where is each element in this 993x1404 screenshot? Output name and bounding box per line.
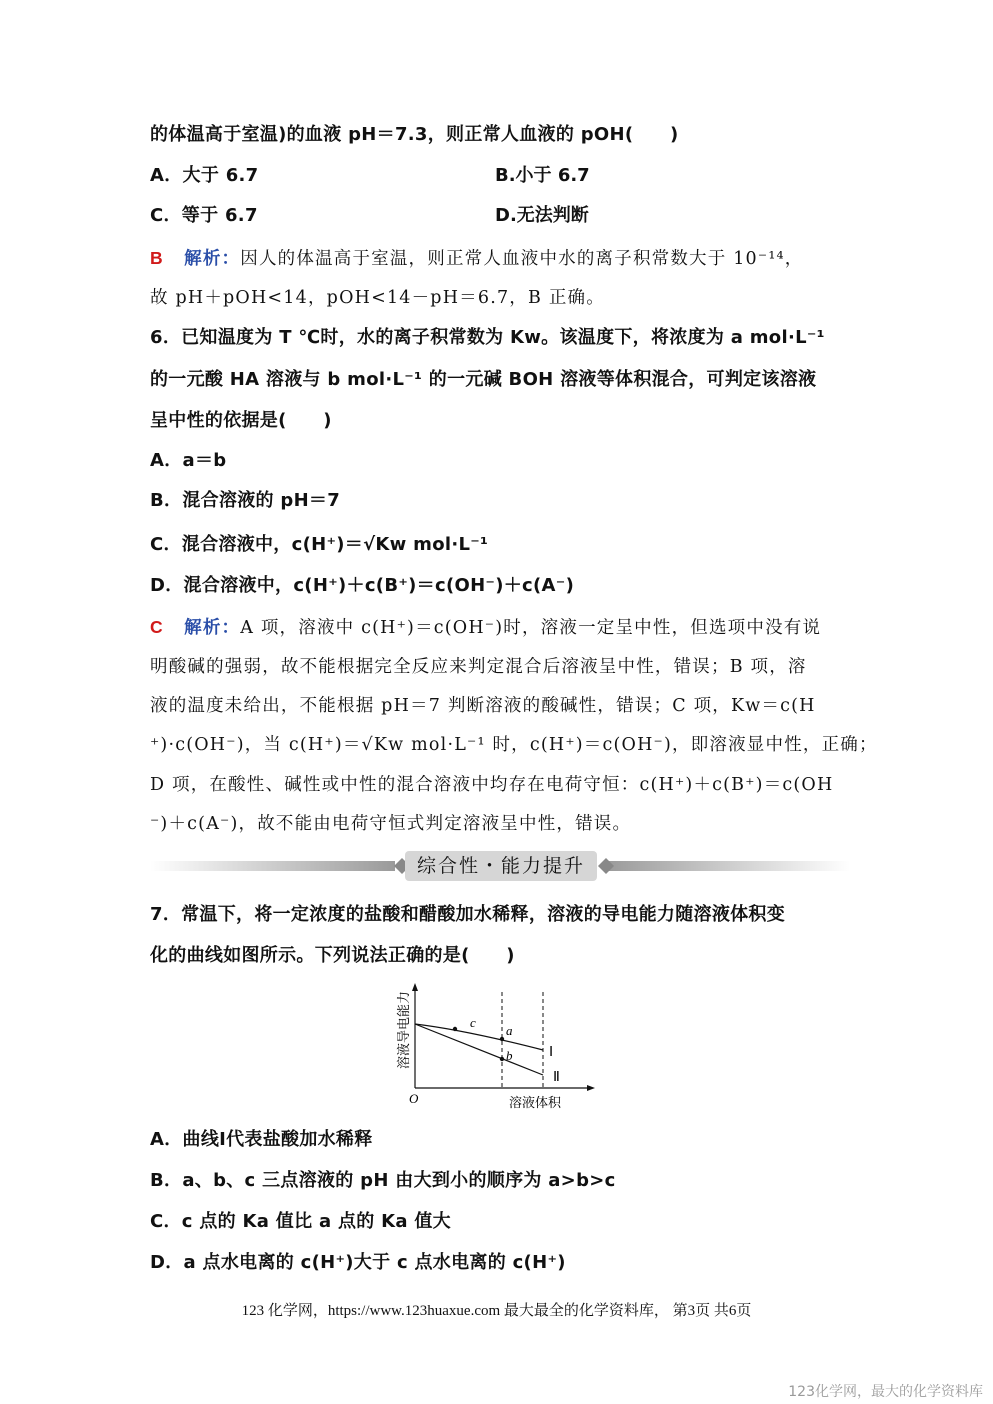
curve-1 bbox=[415, 1024, 543, 1050]
point-label-a: a bbox=[506, 1023, 513, 1038]
curve-2 bbox=[415, 1024, 543, 1075]
q5-option-c: C．等于 6.7 bbox=[150, 205, 258, 226]
q6-analysis-line2: 明酸碱的强弱，故不能根据完全反应来判定混合后溶液呈中性，错误；B 项，溶 bbox=[150, 657, 807, 677]
q6-analysis-line5: D 项，在酸性、碱性或中性的混合溶液中均存在电荷守恒：c(H⁺)＋c(B⁺)＝c(OH bbox=[150, 775, 834, 795]
q6-analysis-label: 解析： bbox=[184, 618, 241, 638]
q6-stem-line3: 呈中性的依据是( ) bbox=[150, 410, 332, 431]
q6-analysis-text1: A 项，溶液中 c(H⁺)＝c(OH⁻)时，溶液一定呈中性，但选项中没有说 bbox=[240, 618, 822, 638]
q5-option-b: B.小于 6.7 bbox=[495, 165, 590, 186]
page-footer: 123 化学网，https://www.123huaxue.com 最大最全的化学资料库， 第3页 共6页 bbox=[241, 1303, 752, 1319]
q6-stem-line1: 6．已知温度为 T ℃时，水的离子积常数为 Kw。该温度下，将浓度为 a mol·L⁻¹ bbox=[150, 327, 825, 348]
conductivity-graph bbox=[395, 980, 605, 1115]
y-axis-arrow bbox=[412, 983, 418, 991]
origin-label: O bbox=[409, 1091, 419, 1106]
q5-option-a: A．大于 6.7 bbox=[150, 165, 259, 186]
q7-stem-line2: 化的曲线如图所示。下列说法正确的是( ) bbox=[150, 945, 515, 966]
q7-option-b: B．a、b、c 三点溶液的 pH 由大到小的顺序为 a>b>c bbox=[150, 1170, 616, 1191]
x-axis-arrow bbox=[587, 1085, 595, 1091]
q5-answer: B bbox=[150, 248, 164, 268]
point-label-c: c bbox=[470, 1015, 476, 1030]
q6-option-d: D．混合溶液中，c(H⁺)＋c(B⁺)＝c(OH⁻)＋c(A⁻) bbox=[150, 575, 575, 596]
q5-analysis-line2: 故 pH＋pOH<14，pOH<14－pH＝6.7，B 正确。 bbox=[150, 288, 605, 308]
q6-analysis-line3: 液的温度未给出，不能根据 pH＝7 判断溶液的酸碱性，错误；C 项，Kw＝c(H bbox=[150, 696, 816, 716]
q5-analysis-text1: 因人的体温高于室温，则正常人血液中水的离子积常数大于 10⁻¹⁴， bbox=[240, 249, 804, 269]
q5-option-d: D.无法判断 bbox=[495, 205, 589, 226]
q6-analysis-line4: ⁺)·c(OH⁻)，当 c(H⁺)＝√Kw mol·L⁻¹ 时，c(H⁺)＝c(OH⁻)，即溶液显中性，正确； bbox=[150, 735, 878, 755]
q5-analysis-line1 bbox=[150, 245, 803, 270]
q7-option-a: A．曲线Ⅰ代表盐酸加水稀释 bbox=[150, 1129, 373, 1150]
q6-analysis-line1 bbox=[150, 614, 821, 639]
curve-label-2: Ⅱ bbox=[553, 1070, 560, 1085]
q6-stem-line2: 的一元酸 HA 溶液与 b mol·L⁻¹ 的一元碱 BOH 溶液等体积混合，可判定该溶液 bbox=[150, 369, 817, 390]
q5-stem-tail: 的体温高于室温)的血液 pH＝7.3，则正常人血液的 pOH( ) bbox=[150, 124, 679, 145]
point-a bbox=[500, 1037, 504, 1041]
point-b bbox=[500, 1057, 504, 1061]
y-axis-label: 溶液导电能力 bbox=[396, 990, 411, 1070]
q6-answer: C bbox=[150, 617, 164, 637]
q7-option-d: D．a 点水电离的 c(H⁺)大于 c 点水电离的 c(H⁺) bbox=[150, 1252, 566, 1273]
section-banner-title: 综合性・能力提升 bbox=[405, 851, 597, 881]
q7-stem-line1: 7．常温下，将一定浓度的盐酸和醋酸加水稀释，溶液的导电能力随溶液体积变 bbox=[150, 904, 786, 925]
watermark: 123化学网，最大的化学资料库 bbox=[788, 1384, 983, 1400]
q5-analysis-label: 解析： bbox=[184, 249, 241, 269]
point-label-b: b bbox=[506, 1048, 513, 1063]
q6-option-b: B．混合溶液的 pH＝7 bbox=[150, 490, 341, 511]
curve-label-1: Ⅰ bbox=[549, 1045, 554, 1060]
q6-analysis-line6: ⁻)＋c(A⁻)，故不能由电荷守恒式判定溶液呈中性，错误。 bbox=[150, 814, 632, 834]
q7-option-c: C．c 点的 Ka 值比 a 点的 Ka 值大 bbox=[150, 1211, 451, 1232]
q6-option-a: A．a＝b bbox=[150, 450, 227, 471]
q6-option-c: C．混合溶液中，c(H⁺)＝√Kw mol·L⁻¹ bbox=[150, 534, 489, 555]
x-axis-label: 溶液体积 bbox=[508, 1095, 562, 1110]
point-c bbox=[453, 1027, 457, 1031]
